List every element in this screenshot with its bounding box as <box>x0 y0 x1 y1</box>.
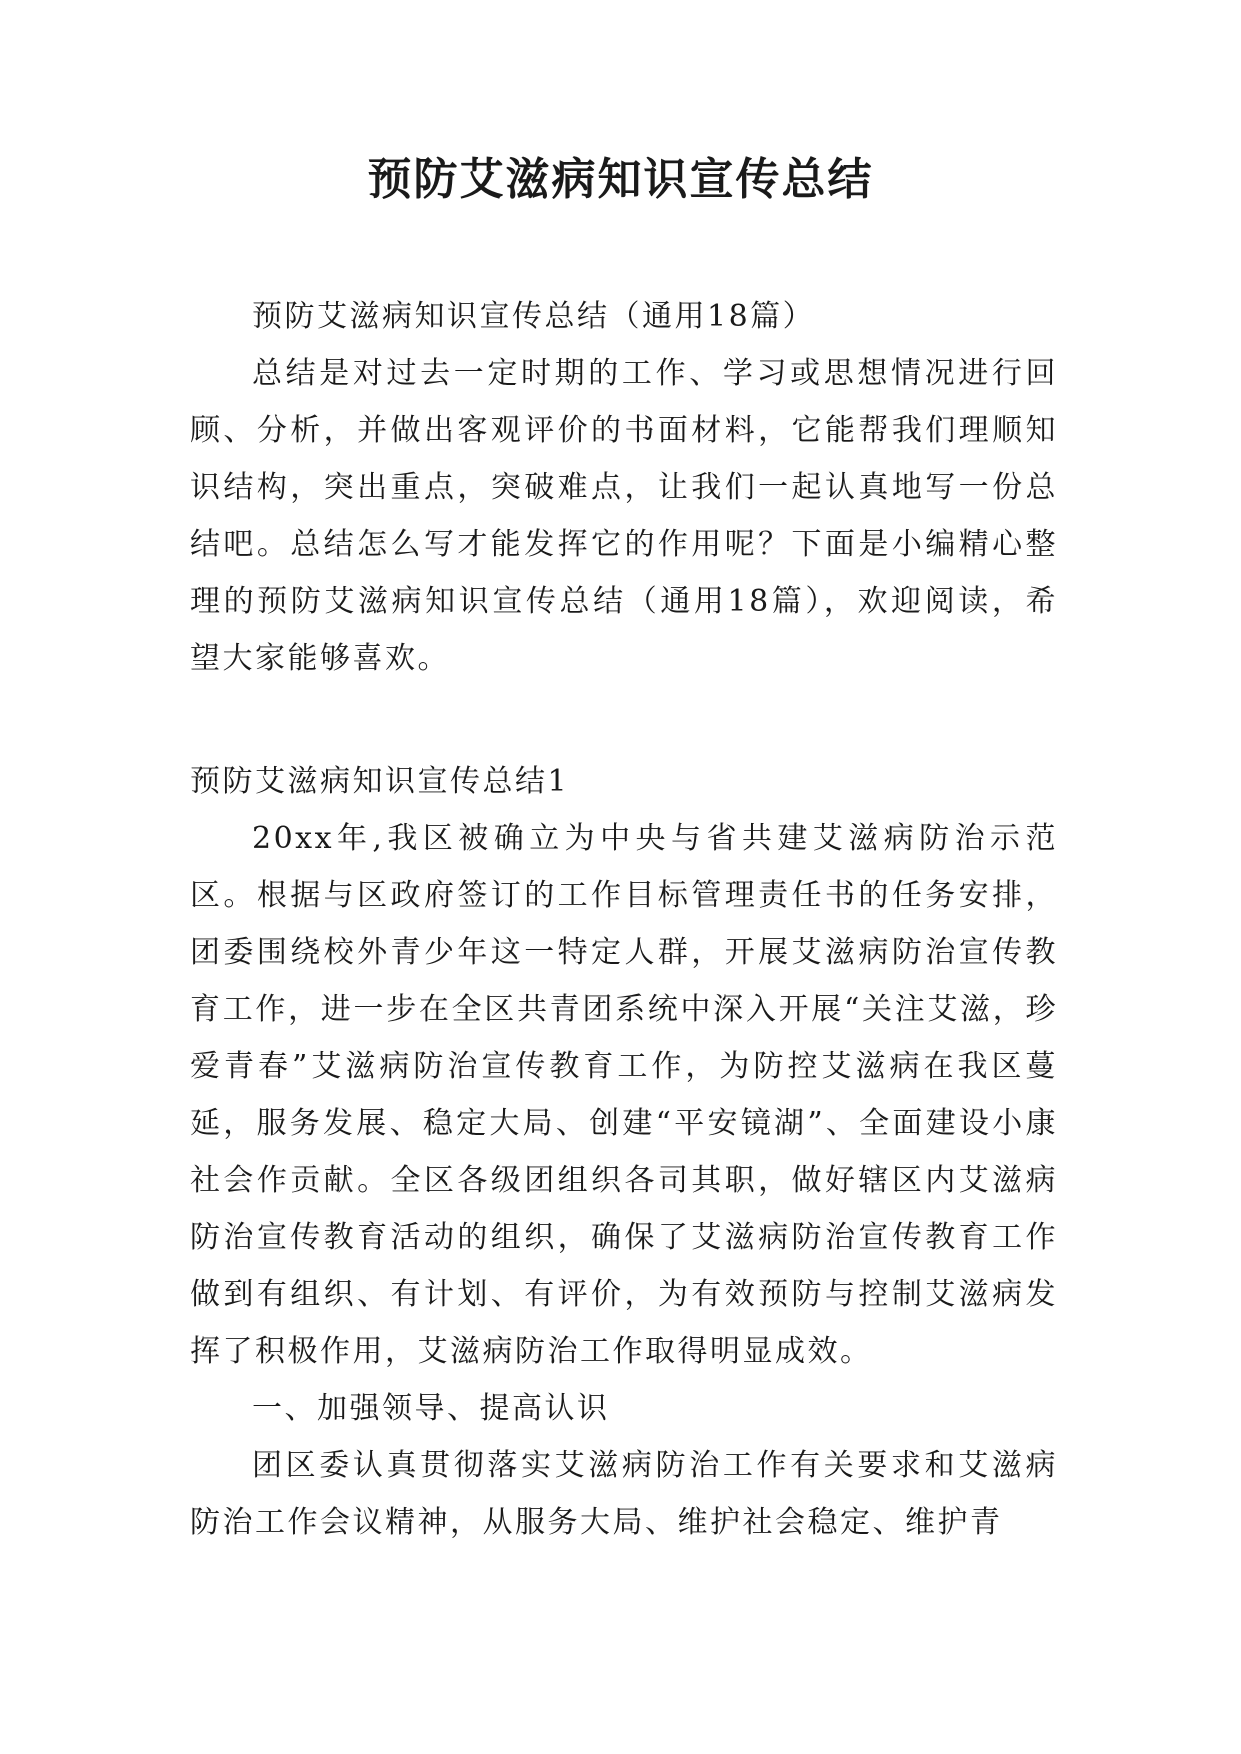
subtitle-text: 预防艾滋病知识宣传总结（通用18篇） <box>252 299 816 334</box>
section-paragraph-text: 20xx年,我区被确立为中央与省共建艾滋病防治示范区。根据与区政府签订的工作目标管理责任书的任务安排，团委围绕校外青少年这一特定人群，开展艾滋病防治宣传教育工作，进一步在全区共青团系统中深入开展“关注艾滋，珍爱青春”艾滋病防治宣传教育工作，为防控艾滋病在我区蔓延，服务发展、稳定大局、创建“平安镜湖”、全面建设小康社会作贡献。全区各级团组织各司其职，做好辖区内艾滋病防治宣传教育活动的组织，确保了艾滋病防治宣传教育工作做到有组织、有计划、有评价，为有效预防与控制艾滋病发挥了积极作用，艾滋病防治工作取得明显成效。 <box>190 821 1058 1369</box>
document-subtitle <box>190 288 1058 345</box>
section-heading <box>190 753 1058 810</box>
subsection-paragraph <box>190 1437 1058 1551</box>
document-title: 预防艾滋病知识宣传总结 <box>367 154 874 205</box>
section-paragraph <box>190 810 1058 1380</box>
subsection-heading-text: 一、加强领导、提高认识 <box>252 1391 610 1426</box>
subsection-heading <box>190 1380 1058 1437</box>
intro-text: 总结是对过去一定时期的工作、学习或思想情况进行回顾、分析，并做出客观评价的书面材料，它能帮我们理顺知识结构，突出重点，突破难点，让我们一起认真地写一份总结吧。总结怎么写才能发挥它的作用呢？下面是小编精心整理的预防艾滋病知识宣传总结（通用18篇），欢迎阅读，希望大家能够喜欢。 <box>190 356 1058 676</box>
intro-paragraph <box>190 345 1058 687</box>
subsection-paragraph-text: 团区委认真贯彻落实艾滋病防治工作有关要求和艾滋病防治工作会议精神，从服务大局、维护社会稳定、维护青 <box>190 1448 1058 1540</box>
section-heading-text: 预防艾滋病知识宣传总结1 <box>190 764 570 799</box>
